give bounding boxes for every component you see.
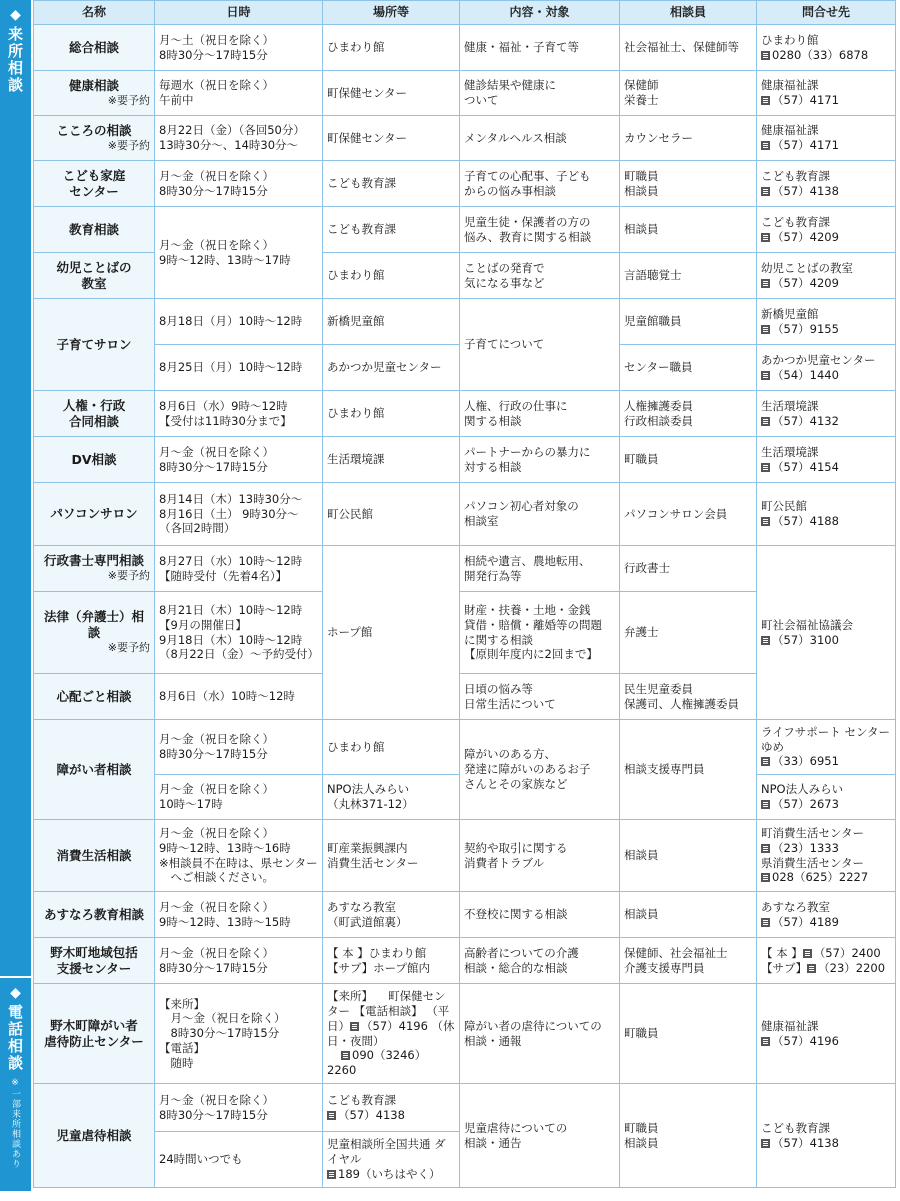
- row-datetime: 8月21日（木）10時～12時 【9月の開催日】 9月18日（木）10時～12時 （8月22日（金）～予約受付）: [155, 592, 323, 674]
- row-place: 町保健センター: [323, 71, 460, 116]
- row-content: 高齢者についての介護 相談・総合的な相談: [460, 938, 620, 984]
- contact-number: （33）6951: [772, 754, 839, 769]
- table-row: [34, 720, 896, 775]
- header-content: 内容・対象: [460, 1, 620, 25]
- table-row: [34, 820, 896, 892]
- row-contact: [757, 71, 896, 116]
- row-staff: 児童館職員: [620, 299, 757, 345]
- row-datetime: 8月22日（金）（各回50分） 13時30分～、14時30分～: [155, 116, 323, 161]
- contact-phone: [761, 93, 891, 108]
- row-content: 児童生徒・保護者の方の 悩み、教育に関する相談: [460, 207, 620, 253]
- header-name: 名称: [34, 1, 155, 25]
- contact-number: （57）4189: [772, 914, 839, 929]
- phone-icon: [350, 1022, 359, 1031]
- row-staff: 町職員: [620, 984, 757, 1084]
- row-datetime: 8月6日（水）9時～12時 【受付は11時30分まで】: [155, 391, 323, 437]
- table-row: [34, 391, 896, 437]
- row-content: 障がいのある方、 発達に障がいのあるお子 さんとその家族など: [460, 720, 620, 820]
- contact-phone: [761, 961, 891, 976]
- place-number: （57）4138: [338, 1107, 405, 1122]
- phone-icon: [761, 96, 770, 105]
- contact-name: ライフサポート センターゆめ: [761, 724, 891, 754]
- contact-number: （57）4196: [772, 1033, 839, 1048]
- row-content: 不登校に関する相談: [460, 892, 620, 938]
- place-number: 090（3246）2260: [327, 1048, 427, 1077]
- row-staff: 民生児童委員 保護司、人権擁護委員: [620, 674, 757, 720]
- phone-icon: [803, 949, 812, 958]
- phone-icon: [327, 1111, 336, 1120]
- row-name-text: こころの相談: [56, 122, 132, 138]
- row-datetime: 8月27日（水）10時～12時 【随時受付（先着4名）】: [155, 546, 323, 592]
- reservation-note: ※要予約: [107, 138, 150, 152]
- row-content: パソコン初心者対象の 相談室: [460, 483, 620, 546]
- phone-icon: [761, 417, 770, 426]
- section-visit-consultation: [0, 0, 31, 976]
- contact-name: こども教育課: [761, 214, 830, 229]
- row-place: 新橋児童館: [323, 299, 460, 345]
- row-datetime: 【来所】 月～金（祝日を除く） 8時30分～17時15分 【電話】 随時: [155, 984, 323, 1084]
- place-phone: [327, 1108, 455, 1123]
- row-staff: パソコンサロン会員: [620, 483, 757, 546]
- row-content: 人権、行政の仕事に 関する相談: [460, 391, 620, 437]
- reservation-note: ※要予約: [107, 93, 150, 107]
- contact-name: あすなろ教室: [761, 899, 830, 914]
- row-contact: [757, 775, 896, 820]
- phone-icon: [761, 918, 770, 927]
- row-contact: [757, 546, 896, 720]
- contact-phone: [761, 138, 891, 153]
- phone-icon: [327, 1170, 336, 1179]
- phone-icon: [761, 279, 770, 288]
- phone-icon: [761, 517, 770, 526]
- contact-number: （23）1333: [772, 840, 839, 855]
- row-name: [34, 592, 155, 674]
- contact-number: （57）9155: [772, 321, 839, 336]
- row-content: 子育てについて: [460, 299, 620, 391]
- row-place: あすなろ教室 （町武道館裏）: [323, 892, 460, 938]
- contact-phone: [761, 870, 891, 885]
- section-note-phone: ※一部来所相談あり: [10, 1078, 20, 1169]
- place-phone: [327, 1167, 455, 1182]
- contact-name: こども教育課: [761, 168, 830, 183]
- section-phone-consultation: [0, 978, 31, 1191]
- row-contact: [757, 820, 896, 892]
- contact-name: 幼児ことばの教室: [761, 260, 853, 275]
- row-place: ホープ館: [323, 546, 460, 720]
- phone-icon: [761, 141, 770, 150]
- contact-number: （54）1440: [772, 367, 839, 382]
- phone-icon: [341, 1051, 350, 1060]
- contact-number: （57）4171: [772, 93, 839, 107]
- table-row: [34, 161, 896, 207]
- header-datetime: 日時: [155, 1, 323, 25]
- row-place: ひまわり館: [323, 720, 460, 775]
- contact-number: （57）2400: [813, 945, 881, 960]
- section-title-phone: 電話相談: [6, 1004, 24, 1072]
- row-staff: 行政書士: [620, 546, 757, 592]
- row-datetime: 24時間いつでも: [155, 1132, 323, 1188]
- row-name: 心配ごと相談: [34, 674, 155, 720]
- row-contact: [757, 892, 896, 938]
- contact-phone: [761, 915, 891, 930]
- row-place: 町公民館: [323, 483, 460, 546]
- row-place: 町保健センター: [323, 116, 460, 161]
- contact-name: 町消費生活センター: [761, 826, 865, 841]
- contact-phone: [761, 322, 891, 337]
- row-staff: 相談員: [620, 820, 757, 892]
- row-name: 子育てサロン: [34, 299, 155, 391]
- row-name: 人権・行政 合同相談: [34, 391, 155, 437]
- row-datetime: 月～金（祝日を除く） 8時30分～17時15分: [155, 938, 323, 984]
- diamond-icon: ◆: [10, 7, 21, 23]
- row-datetime: 月～金（祝日を除く） 8時30分～17時15分: [155, 161, 323, 207]
- row-contact: [757, 1084, 896, 1188]
- diamond-icon: ◆: [10, 985, 21, 1001]
- contact-number: （57）4138: [772, 183, 839, 198]
- contact-name: こども教育課: [761, 1120, 830, 1135]
- contact-name: 生活環境課: [761, 398, 819, 413]
- phone-icon: [761, 233, 770, 242]
- table-row: [34, 25, 896, 71]
- row-staff: 町職員 相談員: [620, 1084, 757, 1188]
- row-datetime: 月～金（祝日を除く） 8時30分～17時15分: [155, 437, 323, 483]
- contact-name: 健康福祉課: [761, 1018, 819, 1033]
- row-contact: [757, 483, 896, 546]
- row-contact: [757, 391, 896, 437]
- row-contact: [757, 299, 896, 345]
- contact-phone: [761, 48, 891, 63]
- row-name: あすなろ教育相談: [34, 892, 155, 938]
- place-text: こども教育課: [327, 1092, 396, 1107]
- contact-label: 【 本 】: [761, 945, 803, 960]
- contact-name: 県消費生活センター: [761, 855, 865, 870]
- row-contact: [757, 938, 896, 984]
- place-text: （57）4196 （休日・夜間）: [327, 1018, 455, 1048]
- table-row: [34, 1084, 896, 1132]
- contact-name: 新橋児童館: [761, 306, 819, 321]
- table-row: [34, 483, 896, 546]
- row-staff: カウンセラー: [620, 116, 757, 161]
- row-place: NPO法人みらい （丸林371-12）: [323, 775, 460, 820]
- row-name: こども家庭 センター: [34, 161, 155, 207]
- row-staff: 相談員: [620, 207, 757, 253]
- row-contact: [757, 161, 896, 207]
- row-name: DV相談: [34, 437, 155, 483]
- row-place: ひまわり館: [323, 391, 460, 437]
- row-name: 幼児ことばの 教室: [34, 253, 155, 299]
- phone-icon: [761, 636, 770, 645]
- row-staff: 町職員: [620, 437, 757, 483]
- row-staff: 保健師 栄養士: [620, 71, 757, 116]
- row-name: [34, 116, 155, 161]
- row-content: メンタルヘルス相談: [460, 116, 620, 161]
- row-datetime: 8月18日（月）10時～12時: [155, 299, 323, 345]
- contact-name: NPO法人みらい: [761, 782, 844, 797]
- contact-name: 生活環境課: [761, 444, 819, 459]
- row-datetime: 月～金（祝日を除く） 8時30分～17時15分: [155, 720, 323, 775]
- row-content: 財産・扶養・土地・金銭 貸借・賠償・離婚等の問題 に関する相談 【原則年度内に2回まで】: [460, 592, 620, 674]
- row-contact: [757, 25, 896, 71]
- contact-name: 町公民館: [761, 499, 807, 514]
- row-datetime: 月～金（祝日を除く） 9時～12時、13時～17時: [155, 207, 323, 299]
- row-datetime: 8月25日（月）10時～12時: [155, 345, 323, 391]
- table-row: [34, 892, 896, 938]
- contact-number: （57）4209: [772, 275, 839, 290]
- phone-icon: [761, 463, 770, 472]
- phone-icon: [761, 873, 770, 882]
- header-row: [34, 1, 896, 25]
- row-staff: 社会福祉士、保健師等: [620, 25, 757, 71]
- reservation-note: ※要予約: [107, 641, 150, 655]
- phone-icon: [761, 1139, 770, 1148]
- row-content: ことばの発育で 気になる事など: [460, 253, 620, 299]
- row-datetime: 月～金（祝日を除く） 9時～12時、13時～15時: [155, 892, 323, 938]
- contact-phone: [761, 460, 891, 475]
- contact-number: （23）2200: [818, 960, 886, 975]
- phone-icon: [761, 325, 770, 334]
- row-datetime: 月～金（祝日を除く） 10時～17時: [155, 775, 323, 820]
- header-contact: 問合せ先: [757, 1, 896, 25]
- contact-number: （57）3100: [772, 632, 839, 647]
- row-content: 健康・福祉・子育て等: [460, 25, 620, 71]
- row-staff: 保健師、社会福祉士 介護支援専門員: [620, 938, 757, 984]
- row-content: 子育ての心配事、子ども からの悩み事相談: [460, 161, 620, 207]
- contact-phone: [761, 368, 891, 383]
- row-contact: [757, 437, 896, 483]
- contact-name: 健康福祉課: [761, 123, 819, 138]
- row-datetime: 月～土（祝日を除く） 8時30分～17時15分: [155, 25, 323, 71]
- row-name: 教育相談: [34, 207, 155, 253]
- table-row: [34, 437, 896, 483]
- row-place: 町産業振興課内 消費生活センター: [323, 820, 460, 892]
- row-contact: [757, 984, 896, 1084]
- contact-name: あかつか児童センター: [761, 352, 876, 367]
- contact-phone: [761, 1136, 891, 1151]
- contact-number: （57）2673: [772, 797, 839, 811]
- row-staff: 人権擁護委員 行政相談委員: [620, 391, 757, 437]
- row-place: 【 本 】ひまわり館 【サブ】ホープ館内: [323, 938, 460, 984]
- contact-phone: [761, 841, 891, 856]
- phone-icon: [761, 800, 770, 809]
- phone-icon: [761, 844, 770, 853]
- phone-icon: [761, 187, 770, 196]
- contact-number: （57）4138: [772, 1135, 839, 1150]
- contact-name: 健康福祉課: [761, 78, 819, 93]
- row-content: 相続や遺言、農地転用、 開発行為等: [460, 546, 620, 592]
- table-row: [34, 984, 896, 1084]
- row-contact: [757, 207, 896, 253]
- row-name: 野木町地域包括 支援センター: [34, 938, 155, 984]
- phone-icon: [761, 371, 770, 380]
- contact-name: 町社会福祉協議会: [761, 617, 853, 632]
- table-row: [34, 938, 896, 984]
- row-datetime: 月～金（祝日を除く） 9時～12時、13時～16時 ※相談員不在時は、県センター へご相談ください。: [155, 820, 323, 892]
- row-name: [34, 546, 155, 592]
- row-content: パートナーからの暴力に 対する相談: [460, 437, 620, 483]
- contact-phone: [761, 754, 891, 769]
- row-name: [34, 71, 155, 116]
- section-title-visit: 来所相談: [6, 26, 24, 94]
- row-place: [323, 984, 460, 1084]
- contact-number: （57）4171: [772, 138, 839, 152]
- row-name-text: 健康相談: [68, 77, 119, 93]
- row-place: こども教育課: [323, 161, 460, 207]
- table-row: [34, 546, 896, 592]
- contact-number: （57）4188: [772, 514, 839, 528]
- phone-icon: [807, 964, 816, 973]
- row-place: [323, 1132, 460, 1188]
- phone-icon: [761, 757, 770, 766]
- row-staff: センター職員: [620, 345, 757, 391]
- row-staff: 町職員 相談員: [620, 161, 757, 207]
- contact-number: （57）4209: [772, 229, 839, 244]
- contact-phone: [761, 514, 891, 529]
- header-staff: 相談員: [620, 1, 757, 25]
- row-name: 消費生活相談: [34, 820, 155, 892]
- row-contact: [757, 345, 896, 391]
- row-contact: [757, 253, 896, 299]
- row-name: 総合相談: [34, 25, 155, 71]
- row-name: 野木町障がい者 虐待防止センター: [34, 984, 155, 1084]
- contact-phone: [761, 184, 891, 199]
- row-datetime: 8月14日（木）13時30分～ 8月16日（土） 9時30分～ （各回2時間）: [155, 483, 323, 546]
- contact-number: （57）4154: [772, 459, 839, 474]
- row-contact: [757, 116, 896, 161]
- row-place: ひまわり館: [323, 25, 460, 71]
- row-name: 児童虐待相談: [34, 1084, 155, 1188]
- reservation-note: ※要予約: [107, 569, 150, 583]
- row-datetime: 8月6日（水）10時～12時: [155, 674, 323, 720]
- row-place: あかつか児童センター: [323, 345, 460, 391]
- phone-icon: [761, 51, 770, 60]
- row-datetime: 月～金（祝日を除く） 8時30分～17時15分: [155, 1084, 323, 1132]
- row-place: ひまわり館: [323, 253, 460, 299]
- row-staff: 弁護士: [620, 592, 757, 674]
- row-name: 障がい者相談: [34, 720, 155, 820]
- contact-phone: [761, 797, 891, 812]
- table-row: [34, 71, 896, 116]
- contact-phone: [761, 1034, 891, 1049]
- row-staff: 言語聴覚士: [620, 253, 757, 299]
- row-content: 健診結果や健康に ついて: [460, 71, 620, 116]
- row-place: こども教育課: [323, 207, 460, 253]
- row-place: [323, 1084, 460, 1132]
- table-row: [34, 299, 896, 345]
- place-phone: [327, 1048, 426, 1077]
- contact-label: 【サブ】: [761, 960, 808, 975]
- row-staff: 相談員: [620, 892, 757, 938]
- place-text: 【来所】 町保健センター 【電話相談】 （平日）: [327, 989, 450, 1033]
- row-content: 障がい者の虐待についての 相談・通報: [460, 984, 620, 1084]
- row-content: 児童虐待についての 相談・通告: [460, 1084, 620, 1188]
- row-name-text: 行政書士専門相談: [43, 553, 144, 569]
- row-staff: 相談支援専門員: [620, 720, 757, 820]
- contact-phone: [761, 230, 891, 245]
- row-name-text: 法律（弁護士）相談: [43, 609, 144, 641]
- place-number: 189（いちはやく）: [338, 1166, 441, 1181]
- contact-number: 028（625）2227: [772, 870, 869, 885]
- consultation-table: [33, 0, 896, 1188]
- contact-phone: [761, 633, 891, 648]
- contact-number: 0280（33）6878: [772, 47, 869, 62]
- table-row: [34, 116, 896, 161]
- table-row: [34, 207, 896, 253]
- contact-name: ひまわり館: [761, 32, 819, 47]
- row-place: 生活環境課: [323, 437, 460, 483]
- row-contact: [757, 720, 896, 775]
- place-text: 児童相談所全国共通 ダイヤル: [327, 1137, 446, 1167]
- row-datetime: 毎週水（祝日を除く） 午前中: [155, 71, 323, 116]
- contact-number: （57）4132: [772, 413, 839, 428]
- contact-phone: [761, 414, 891, 429]
- contact-phone: [761, 276, 891, 291]
- row-content: 契約や取引に関する 消費者トラブル: [460, 820, 620, 892]
- row-name: パソコンサロン: [34, 483, 155, 546]
- row-content: 日頃の悩み等 日常生活について: [460, 674, 620, 720]
- phone-icon: [761, 1037, 770, 1046]
- header-place: 場所等: [323, 1, 460, 25]
- contact-phone: [761, 946, 891, 961]
